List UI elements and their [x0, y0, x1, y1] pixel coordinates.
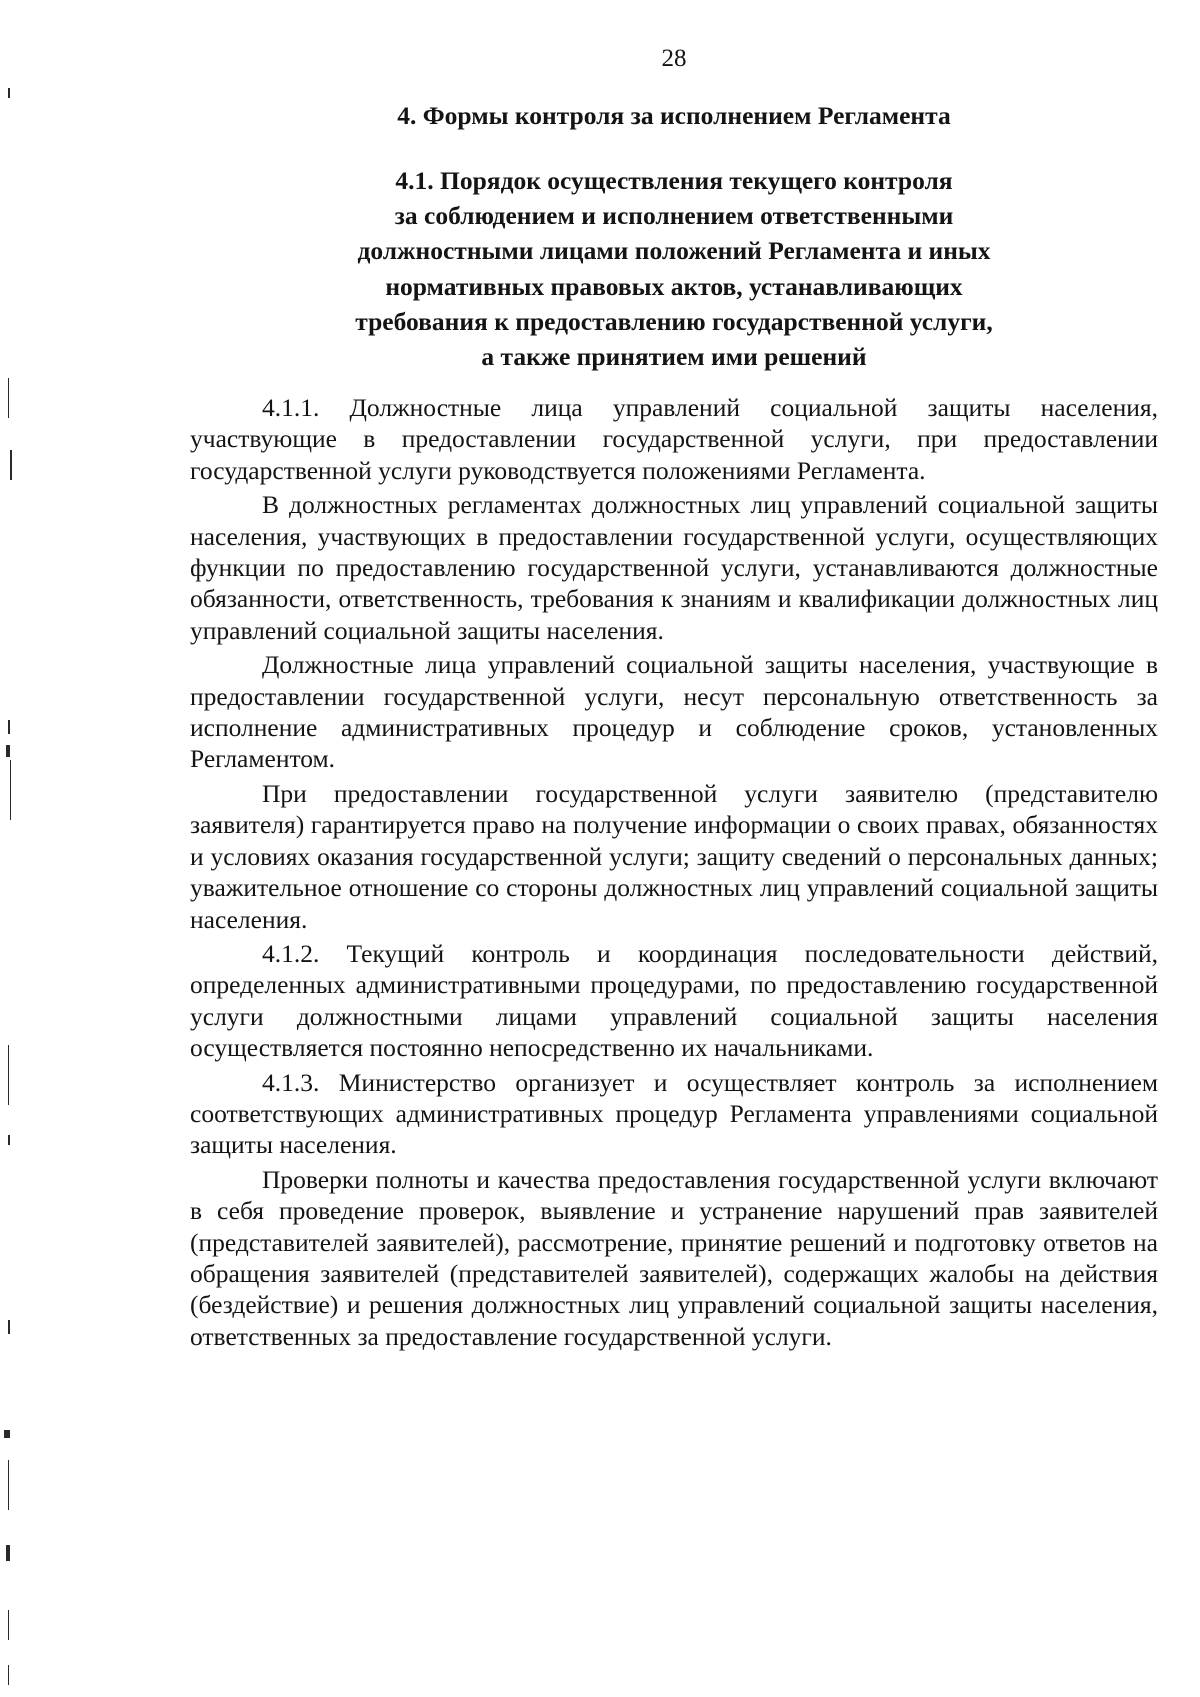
scan-edge-artifacts — [0, 0, 30, 1697]
subsection-title-line: а также принятием ими решений — [481, 342, 867, 372]
document-body — [190, 392, 1158, 1355]
section-title: 4. Формы контроля за исполнением Регламента — [397, 101, 951, 130]
subsection-title-line: нормативных правовых актов, устанавливающих — [385, 271, 963, 301]
subsection-title-line: должностными лицами положений Регламента и иных — [357, 236, 991, 266]
subsection-title-line: 4.1. Порядок осуществления текущего контроля — [395, 166, 953, 195]
paragraph-4-1-1: 4.1.1. Должностные лица управлений социальной защиты населения, участвующие в предоставлении государственной услуги, при предоставлении государственной услуги руководствуется положениями Регламента. — [190, 393, 1158, 485]
paragraph-duties: В должностных регламентах должностных лиц управлений социальной защиты населения, участвующих в предоставлении государственной услуги, осуществляющих функции по предоставлению государственной услуги, устанавливаются должностные обязанности, ответственность, требования к знаниям и квалификации должностных лиц управлений социальной защиты населения. — [190, 490, 1158, 645]
subsection-title-line: за соблюдением и исполнением ответственными — [394, 201, 954, 231]
subsection-title-line: требования к предоставлению государственной услуги, — [355, 306, 993, 336]
paragraph-responsibility: Должностные лица управлений социальной защиты населения, участвующие в предоставлении государственной услуги, несут персональную ответственность за исполнение административных процедур и соблюдение сроков, установленных Регламентом. — [190, 650, 1158, 774]
page-number: 28 — [661, 45, 687, 72]
paragraph-4-1-3: 4.1.3. Министерство организует и осуществляет контроль за исполнением соответствующих административных процедур Регламента управлениями социальной защиты населения. — [190, 1067, 1158, 1160]
paragraph-inspections: Проверки полноты и качества предоставления государственной услуги включают в себя проведение проверок, выявление и устранение нарушений прав заявителей (представителей заявителей), рассмотрение, принятие решений и подготовку ответов на обращения заявителей (представителей заявителей), содержащих жалобы на действия (бездействие) и решения должностных лиц управлений социальной защиты населения, ответственных за предоставление государственной услуги. — [190, 1164, 1158, 1351]
paragraph-4-1-2: 4.1.2. Текущий контроль и координация последовательности действий, определенных административными процедурами, по предоставлению государственной услуги должностными лицами управлений социальной защиты населения осуществляется постоянно непосредственно их начальниками. — [190, 938, 1158, 1063]
paragraph-applicant-rights: При предоставлении государственной услуги заявителю (представителю заявителя) гарантируется право на получение информации о своих правах, обязанностях и условиях оказания государственной услуги; защиту сведений о персональных данных; уважительное отношение со стороны должностных лиц управлений социальной защиты населения. — [190, 778, 1158, 934]
subsection-title — [190, 163, 1158, 374]
